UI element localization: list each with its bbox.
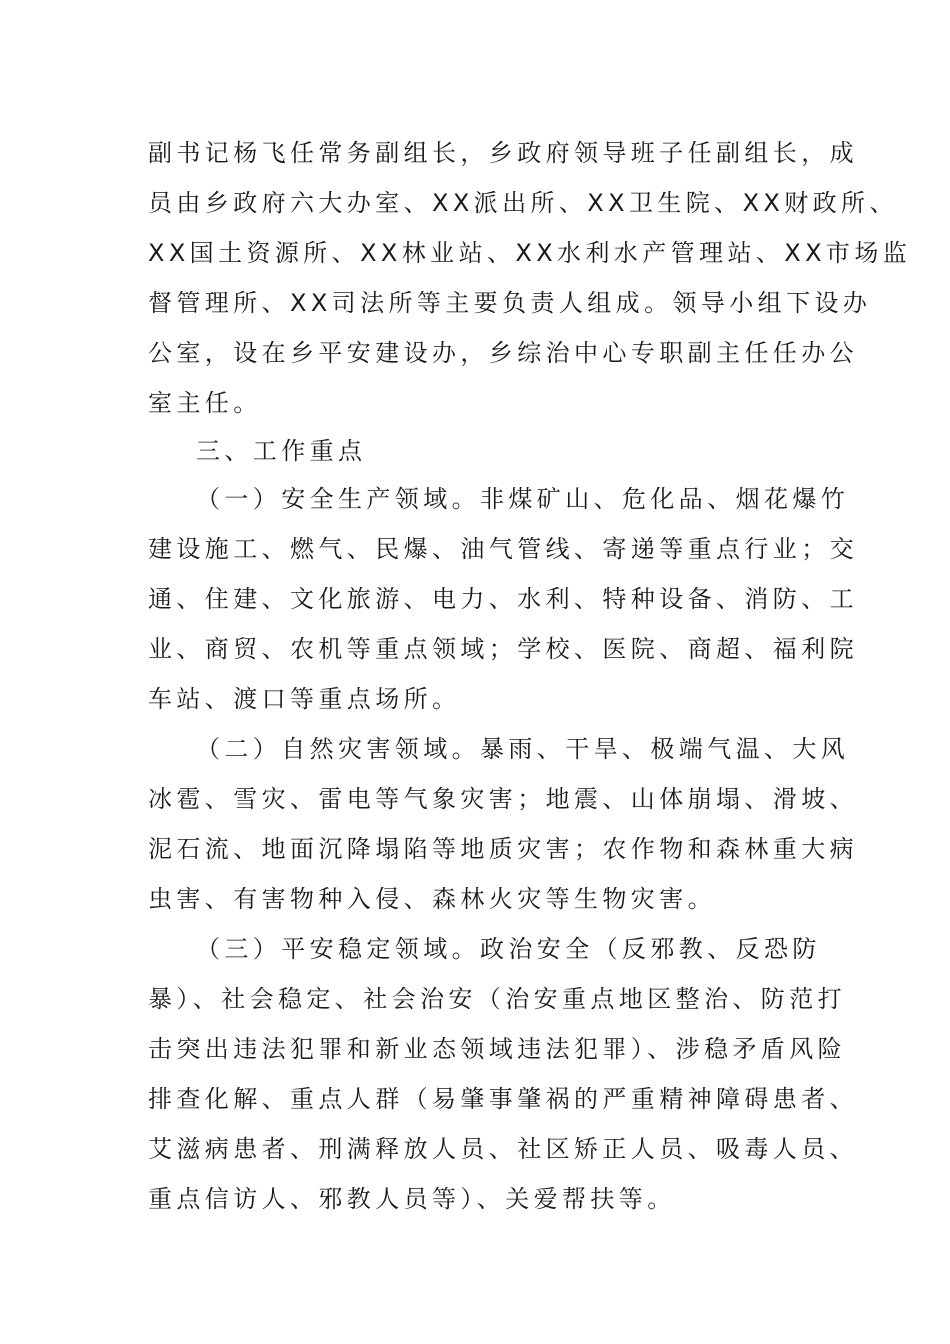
text-line: 艾滋病患者、刑满释放人员、社区矫正人员、吸毒人员、: [148, 1135, 858, 1163]
text-line: 副书记杨飞任常务副组长，乡政府领导班子任副组长，成: [148, 139, 858, 167]
text-line: 业、商贸、农机等重点领域；学校、医院、商超、福利院: [148, 635, 858, 663]
text-line: 督管理所、XX司法所等主要负责人组成。领导小组下设办: [148, 289, 872, 317]
text-line: 公室，设在乡平安建设办，乡综治中心专职副主任任办公: [148, 339, 858, 367]
text-line: 排查化解、重点人群（易肇事肇祸的严重精神障碍患者、: [148, 1085, 858, 1113]
paragraph-start-line: （二）自然灾害领域。暴雨、干旱、极端气温、大风: [196, 735, 850, 763]
text-line: 车站、渡口等重点场所。: [148, 685, 461, 713]
paragraph-start-line: （一）安全生产领域。非煤矿山、危化品、烟花爆竹: [196, 485, 850, 513]
text-line: 重点信访人、邪教人员等）、关爱帮扶等。: [148, 1185, 676, 1213]
text-line: 击突出违法犯罪和新业态领域违法犯罪）、涉稳矛盾风险: [148, 1035, 846, 1063]
text-line: 虫害、有害物种入侵、森林火灾等生物灾害。: [148, 885, 716, 913]
text-line: 通、住建、文化旅游、电力、水利、特种设备、消防、工: [148, 585, 858, 613]
text-line: XX国土资源所、XX林业站、XX水利水产管理站、XX市场监: [148, 239, 912, 267]
text-line: 室主任。: [148, 389, 262, 417]
section-heading: 三、工作重点: [196, 437, 367, 465]
text-line: 员由乡政府六大办室、XX派出所、XX卫生院、XX财政所、: [148, 189, 898, 217]
text-line: 泥石流、地面沉降塌陷等地质灾害；农作物和森林重大病: [148, 835, 858, 863]
text-line: 建设施工、燃气、民爆、油气管线、寄递等重点行业；交: [148, 535, 858, 563]
text-line: 冰雹、雪灾、雷电等气象灾害；地震、山体崩塌、滑坡、: [148, 785, 858, 813]
paragraph-start-line: （三）平安稳定领域。政治安全（反邪教、反恐防: [196, 935, 821, 963]
text-line: 暴）、社会稳定、社会治安（治安重点地区整治、防范打: [148, 985, 846, 1013]
